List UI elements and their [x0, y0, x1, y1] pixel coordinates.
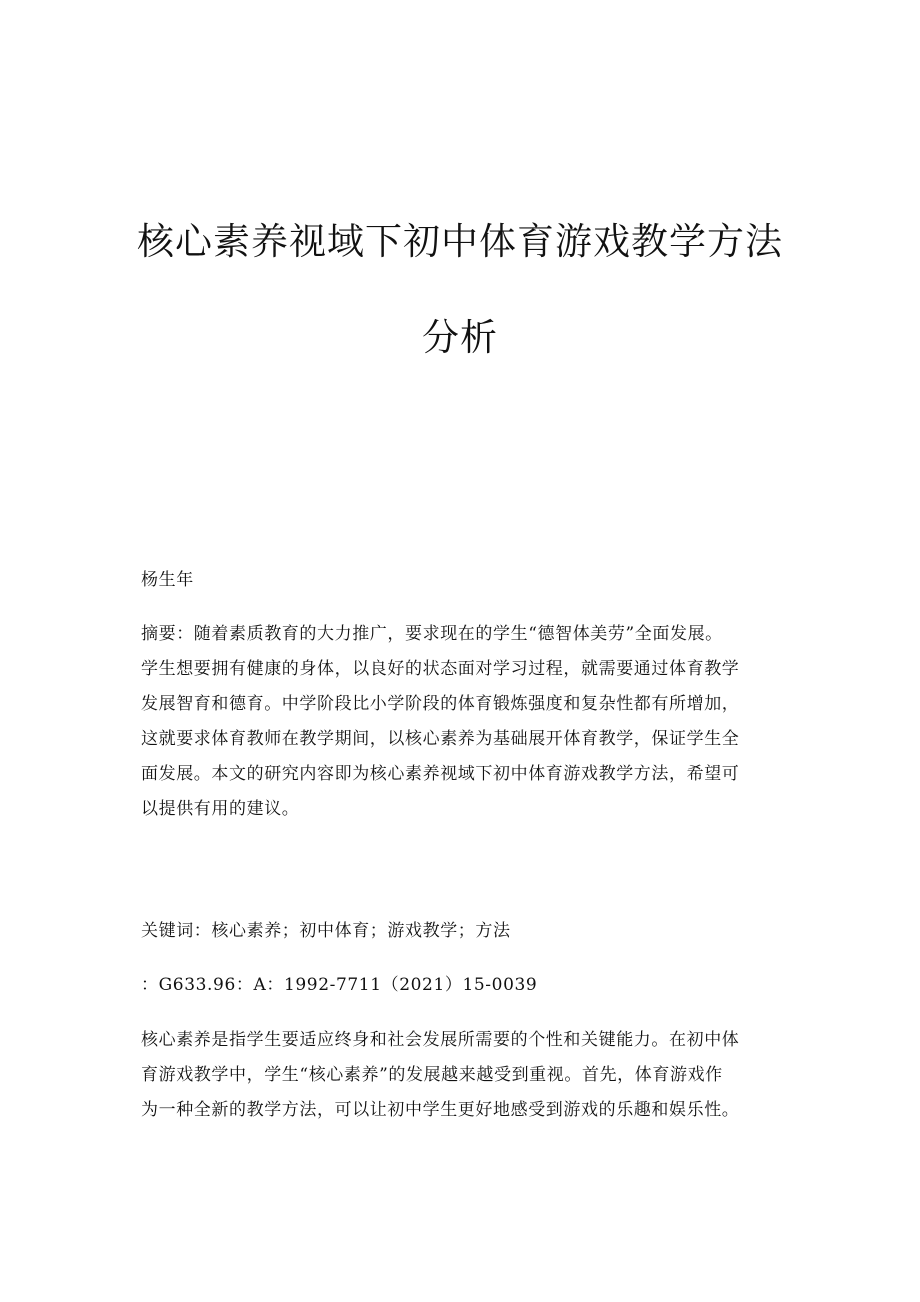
abstract-line: 以提供有用的建议。 [141, 799, 300, 819]
abstract-line: 面发展。本文的研究内容即为核心素养视域下初中体育游戏教学方法，希望可 [141, 764, 740, 784]
keywords-line [141, 914, 781, 949]
body-paragraph [141, 1023, 781, 1128]
document-title-line-1: 核心素养视域下初中体育游戏教学方法 [137, 220, 783, 263]
body-line: 核心素养是指学生要适应终身和社会发展所需要的个性和关键能力。在初中体 [141, 1030, 740, 1050]
keywords-text: 关键词：核心素养；初中体育；游戏教学；方法 [141, 921, 511, 941]
abstract-line: 摘要：随着素质教育的大力推广，要求现在的学生“德智体美劳”全面发展。 [141, 624, 723, 644]
body-line: 为一种全新的教学方法，可以让初中学生更好地感受到游戏的乐趣和娱乐性。 [141, 1100, 740, 1120]
body-line: 育游戏教学中，学生“核心素养”的发展越来越受到重视。首先，体育游戏作 [141, 1065, 723, 1085]
classification-text: ：G633.96：A：1992-7711（2021）15-0039 [141, 975, 538, 995]
document-title-line-2: 分析 [422, 316, 498, 359]
abstract-line: 发展智育和德育。中学阶段比小学阶段的体育锻炼强度和复杂性都有所增加， [141, 694, 740, 714]
author-name [141, 563, 781, 598]
abstract-line: 学生想要拥有健康的身体，以良好的状态面对学习过程，就需要通过体育教学 [141, 659, 740, 679]
abstract-paragraph [141, 617, 781, 827]
abstract-line: 这就要求体育教师在教学期间，以核心素养为基础展开体育教学，保证学生全 [141, 729, 740, 749]
author-line: 杨生年 [141, 570, 194, 590]
classification-line [141, 968, 781, 1003]
